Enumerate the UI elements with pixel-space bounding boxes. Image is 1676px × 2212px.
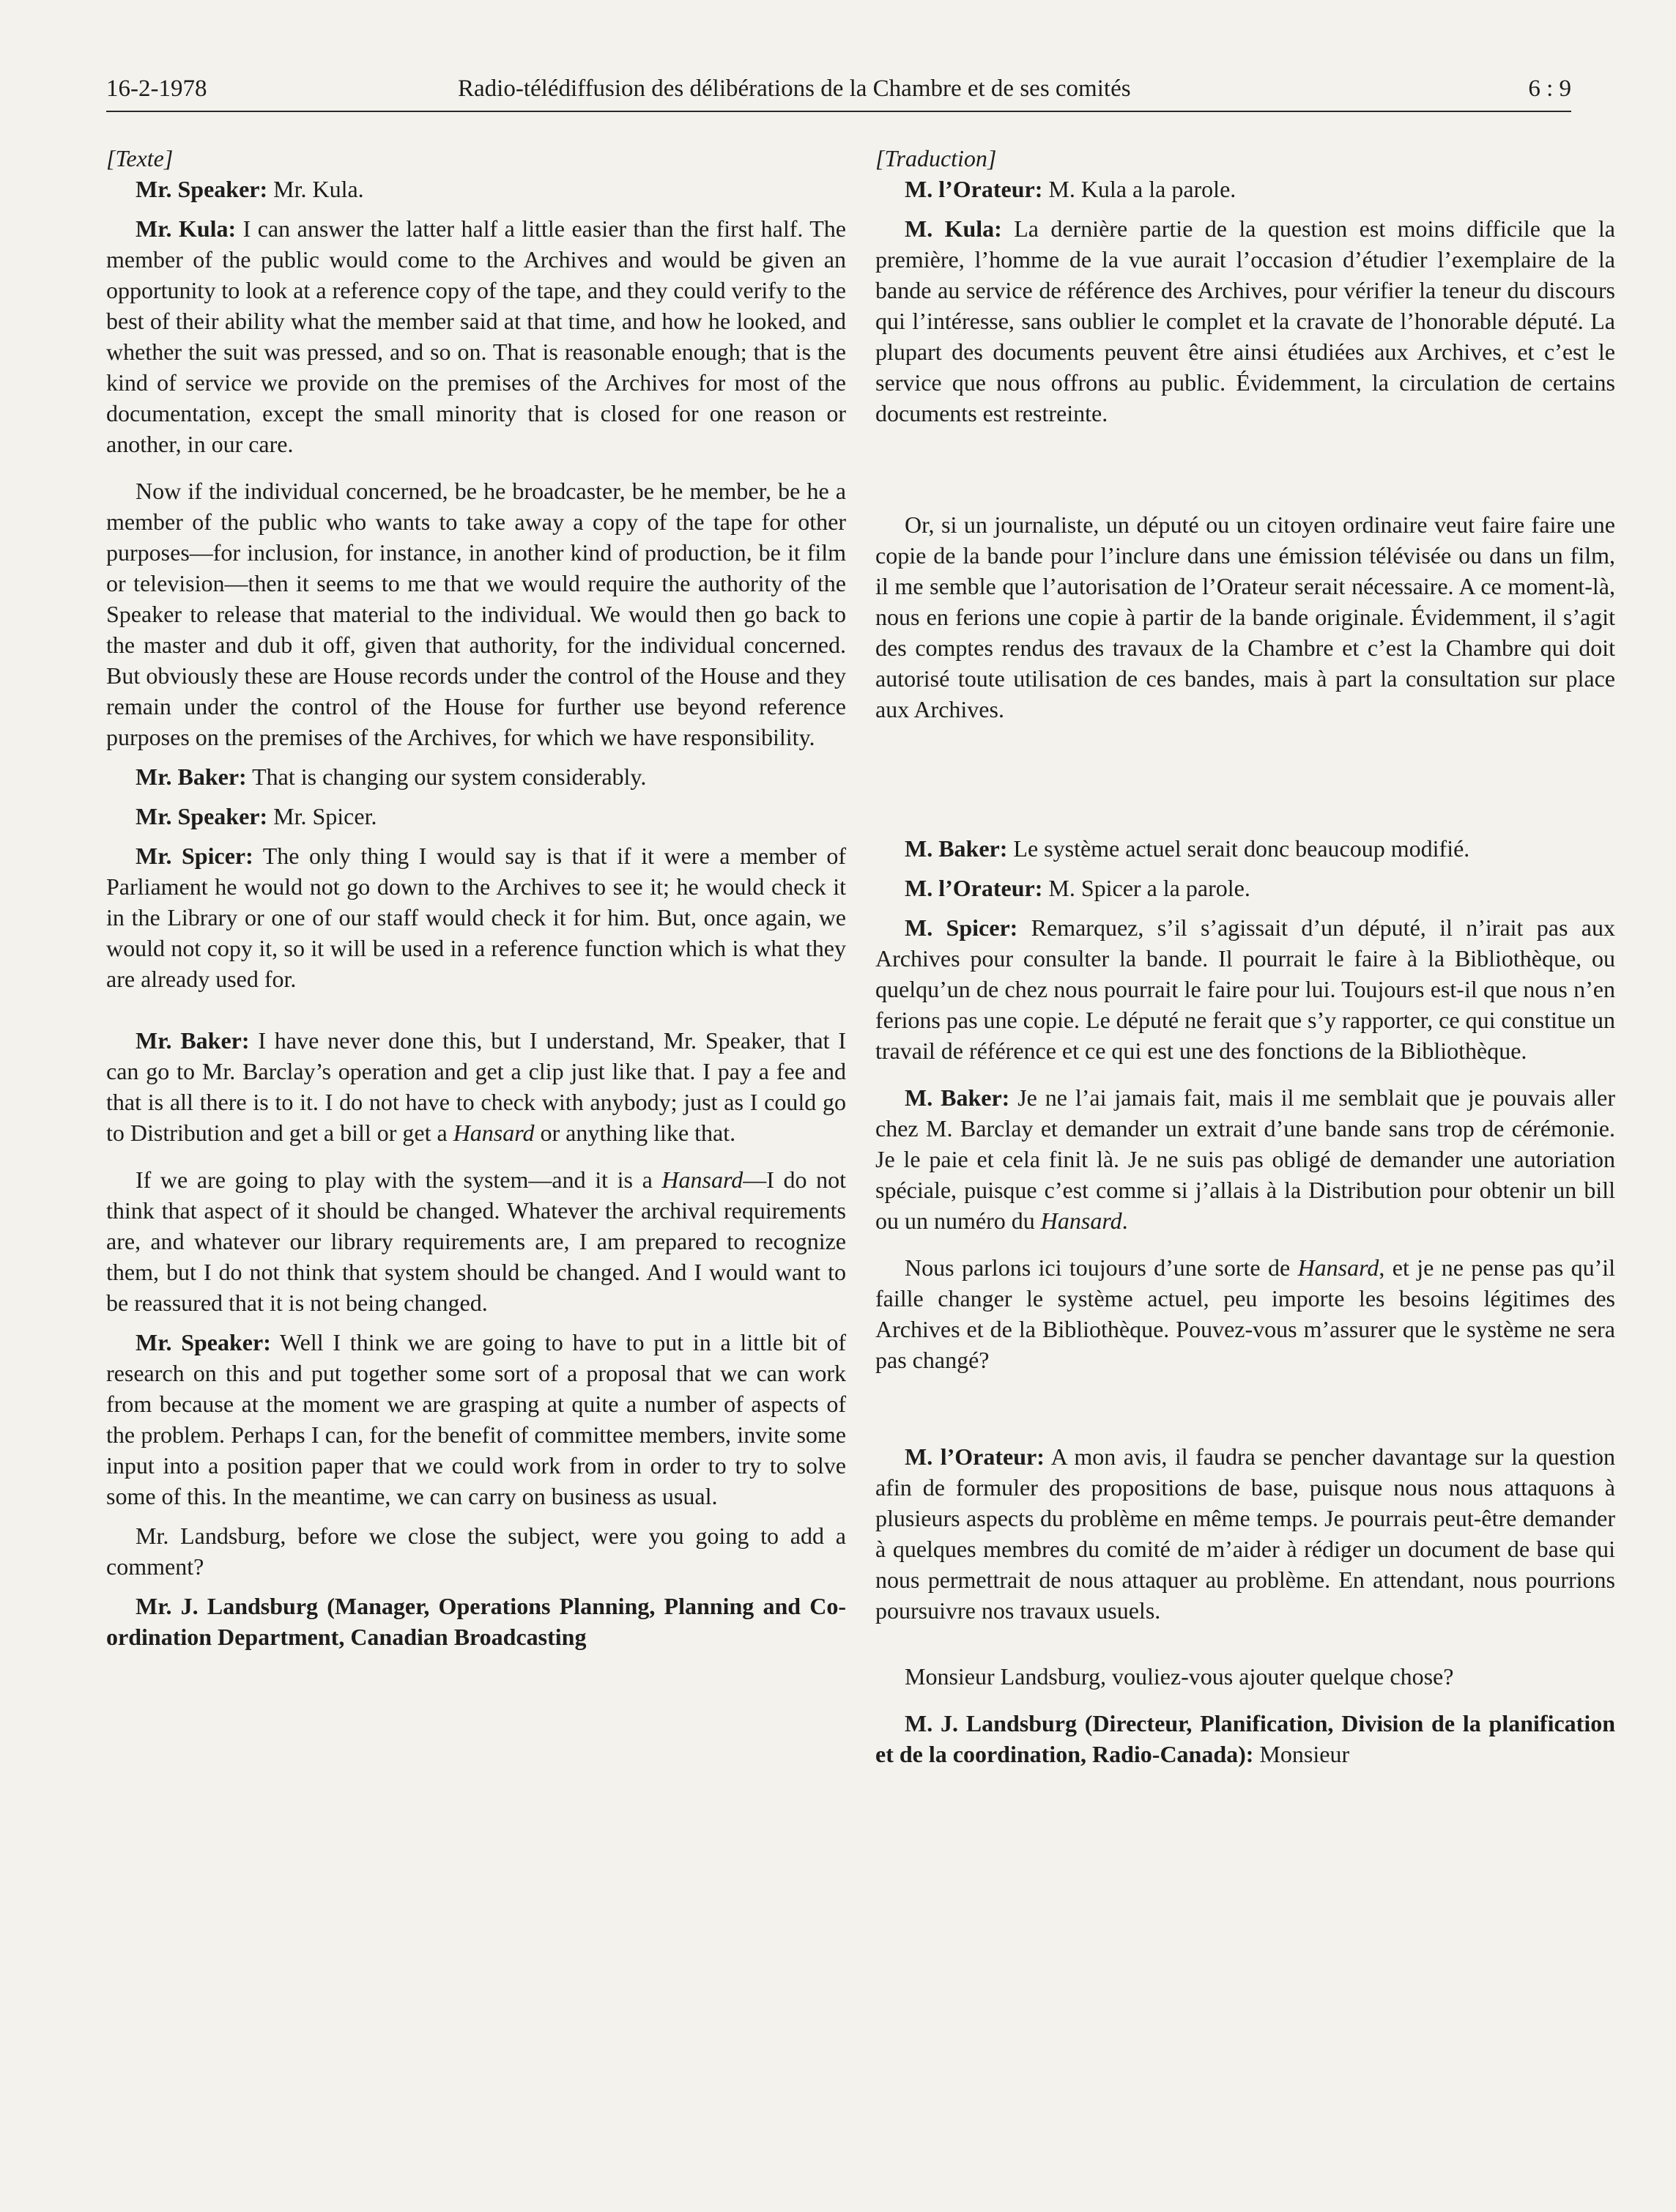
- speaker-label: Mr. Spicer:: [136, 843, 253, 869]
- speaker-label: Mr. J. Landsburg (Manager, Operations Planning, Planning and Co-ordination Department, Canadian Broadcasting: [106, 1593, 846, 1650]
- paragraph: [106, 801, 846, 832]
- speaker-label: Mr. Speaker:: [136, 176, 268, 202]
- speech-text: Remarquez, s’il s’agissait d’un député, il n’irait pas aux Archives pour consulter la bande. Il pourrait le faire à la Bibliothèque, ou quelqu’un de chez nous pourrait le faire pour lui. Toujours est-il que nous n’en ferions pas une copie. Le député ne ferait que s’y rapporter, ce qui constitue un travail de référence et ce qui est une des fonctions de la Bibliothèque.: [875, 914, 1616, 1064]
- speech-text: Well I think we are going to have to put in a little bit of research on this and put together some sort of a proposal that we can work from because at the moment we are grasping at quite a number of aspects of the problem. Perhaps I can, for the benefit of committee members, invite some input into a position paper that we could work from in order to try to solve some of this. In the meantime, we can carry on business as usual.: [106, 1329, 847, 1509]
- speaker-label: Mr. Baker:: [136, 763, 247, 790]
- speech-text: Nous parlons ici toujours d’une sorte de: [905, 1254, 1298, 1281]
- speech-text: or anything like that.: [534, 1120, 736, 1146]
- paragraph: [106, 1520, 846, 1582]
- paragraph: [106, 476, 846, 752]
- speaker-label: M. l’Orateur:: [905, 176, 1043, 202]
- header-date: 16-2-1978: [106, 75, 207, 102]
- speaker-label: M. l’Orateur:: [905, 875, 1043, 901]
- speaker-label: Mr. Speaker:: [136, 1329, 271, 1355]
- paragraph: [875, 1441, 1615, 1626]
- paragraph: [875, 1661, 1615, 1692]
- speech-text: , et je ne pense pas qu’il faille changer le système actuel, peu importe les besoins légitimes des Archives et de la Bibliothèque. Pouvez-vous m’assurer que le système ne sera pas changé?: [875, 1254, 1616, 1373]
- paragraph: [106, 1591, 846, 1652]
- speech-text: Je ne l’ai jamais fait, mais il me semblait que je pouvais aller chez M. Barclay et demander un extrait d’une bande sans trop de cérémonie. Je le paie et cela finit là. Je ne suis pas obligé de demander une autoriation spéciale, puisque c’est comme si j’allais à la Distribution pour obtenir un bill ou un numéro du: [875, 1084, 1616, 1234]
- paragraph: [875, 1708, 1615, 1769]
- speaker-label: M. J. Landsburg (Directeur, Planification, Division de la planification et de la coordination, Radio-Canada):: [875, 1710, 1615, 1767]
- paragraph: [106, 1327, 846, 1512]
- paragraph: [106, 1164, 846, 1318]
- speech-text: Le système actuel serait donc beaucoup modifié.: [1007, 835, 1470, 862]
- paragraph: [875, 213, 1615, 429]
- speaker-label: M. Kula:: [905, 215, 1002, 242]
- speaker-label: Mr. Kula:: [136, 215, 237, 242]
- speech-text: Monsieur Landsburg, vouliez-vous ajouter quelque chose?: [905, 1663, 1454, 1690]
- speaker-label: M. Baker:: [905, 835, 1008, 862]
- paragraph: [875, 1082, 1615, 1236]
- speech-text: .: [1121, 1207, 1128, 1234]
- speaker-label: M. Baker:: [905, 1084, 1010, 1111]
- paragraph: [875, 509, 1615, 725]
- paragraph: [106, 840, 846, 994]
- speech-text: —I do not think that aspect of it should be changed. Whatever the archival requirements are, and whatever our library requirements are, I am prepared to recognize them, but I do not think that system should be changed. And I would want to be reassured that it is not being changed.: [106, 1166, 847, 1316]
- speech-text: Monsieur: [1253, 1741, 1350, 1767]
- header-rule: [106, 111, 1571, 112]
- hansard-italic: Hansard: [1040, 1207, 1122, 1234]
- french-column: [875, 143, 1615, 1769]
- speech-text: That is changing our system considerably.: [246, 763, 647, 790]
- speech-text: I can answer the latter half a little easier than the first half. The member of the public would come to the Archives and would be given an opportunity to look at a reference copy of the tape, and they could verify to the best of their ability what the member said at that time, and how he looked, and whether the suit was pressed, and so on. That is reasonable enough; that is the kind of service we provide on the premises of the Archives for most of the documentation, except the small minority that is closed for one reason or another, in our care.: [106, 215, 847, 457]
- header-page-number: 6 : 9: [1528, 75, 1571, 102]
- page-header: [106, 70, 1571, 114]
- paragraph: [875, 912, 1615, 1066]
- speech-text: Mr. Spicer.: [267, 803, 377, 829]
- speech-text: M. Spicer a la parole.: [1042, 875, 1250, 901]
- speech-text: A mon avis, il faudra se pencher davantage sur la question afin de formuler des propositions de base, puisque nous nous attaquons à plusieurs aspects du problème en même temps. Je pourrais peut-être demander à quelques membres du comité de m’aider à rédiger un document de base qui nous permettrait de nous attaquer au problème. En attendant, nous pourrions poursuivre nos travaux usuels.: [875, 1443, 1616, 1624]
- paragraph: [875, 1252, 1615, 1375]
- header-title: Radio-télédiffusion des délibérations de la Chambre et de ses comités: [458, 75, 1131, 102]
- speech-text: La dernière partie de la question est moins difficile que la première, l’homme de la vue aurait l’occasion d’étudier l’exemplaire de la bande au service de référence des Archives, pour vérifier la teneur du discours qui l’intéresse, sans oublier le complet et la cravate de l’honorable député. La plupart des documents peuvent être ainsi étudiées aux Archives, et c’est le service que nous offrons au public. Évidemment, la circulation de certains documents est restreinte.: [875, 215, 1616, 426]
- paragraph: [875, 174, 1615, 204]
- speech-text: Mr. Kula.: [267, 176, 364, 202]
- paragraph: [106, 1025, 846, 1148]
- paragraph: [875, 873, 1615, 903]
- paragraph: [875, 833, 1615, 864]
- speech-text: Or, si un journaliste, un député ou un citoyen ordinaire veut faire faire une copie de la bande pour l’inclure dans une émission télévisée ou dans un film, il me semble que l’autorisation de l’Orateur serait nécessaire. A ce moment-là, nous en ferions une copie à partir de la bande originale. Évidemment, il s’agit des comptes rendus des travaux de la Chambre et c’est la Chambre qui doit autorisé toute utilisation de ces bandes, mais à part la consultation sur place aux Archives.: [875, 511, 1615, 722]
- hansard-italic: Hansard: [453, 1120, 535, 1146]
- speaker-label: M. Spicer:: [905, 914, 1018, 941]
- hansard-italic: Hansard: [661, 1166, 744, 1193]
- english-column: [106, 143, 846, 1652]
- speech-text: M. Kula a la parole.: [1042, 176, 1236, 202]
- speaker-label: Mr. Speaker:: [136, 803, 268, 829]
- paragraph: [106, 213, 846, 459]
- speech-text: The only thing I would say is that if it were a member of Parliament he would not go down to the Archives to see it; he would check it in the Library or one of our staff would check it for him. But, once again, we would not copy it, so it will be used in a reference function which is what they are already used for.: [106, 843, 847, 992]
- paragraph: [106, 761, 846, 792]
- speech-text: I have never done this, but I understand, Mr. Speaker, that I can go to Mr. Barclay’s operation and get a clip just like that. I pay a fee and that is all there is to it. I do not have to check with anybody; just as I could go to Distribution and get a bill or get a: [106, 1027, 847, 1146]
- speech-text: Mr. Landsburg, before we close the subject, were you going to add a comment?: [106, 1523, 846, 1580]
- speech-text: Now if the individual concerned, be he broadcaster, be he member, be he a member of the public who wants to take away a copy of the tape for other purposes—for inclusion, for instance, in another kind of production, be it film or television—then it seems to me that we would require the authority of the Speaker to release that material to the individual. We would then go back to the master and dub it off, given that authority, for the individual concerned. But obviously these are House records under the control of the House and they remain under the control of the House for further use beyond reference purposes on the premises of the Archives, for which we have responsibility.: [106, 478, 846, 750]
- text-tag: [Texte]: [106, 145, 174, 171]
- speaker-label: Mr. Baker:: [136, 1027, 250, 1054]
- speech-text: If we are going to play with the system—and it is a: [136, 1166, 662, 1193]
- translation-tag: [Traduction]: [875, 145, 997, 171]
- paragraph: [106, 174, 846, 204]
- hansard-italic: Hansard: [1297, 1254, 1379, 1281]
- speaker-label: M. l’Orateur:: [905, 1443, 1045, 1470]
